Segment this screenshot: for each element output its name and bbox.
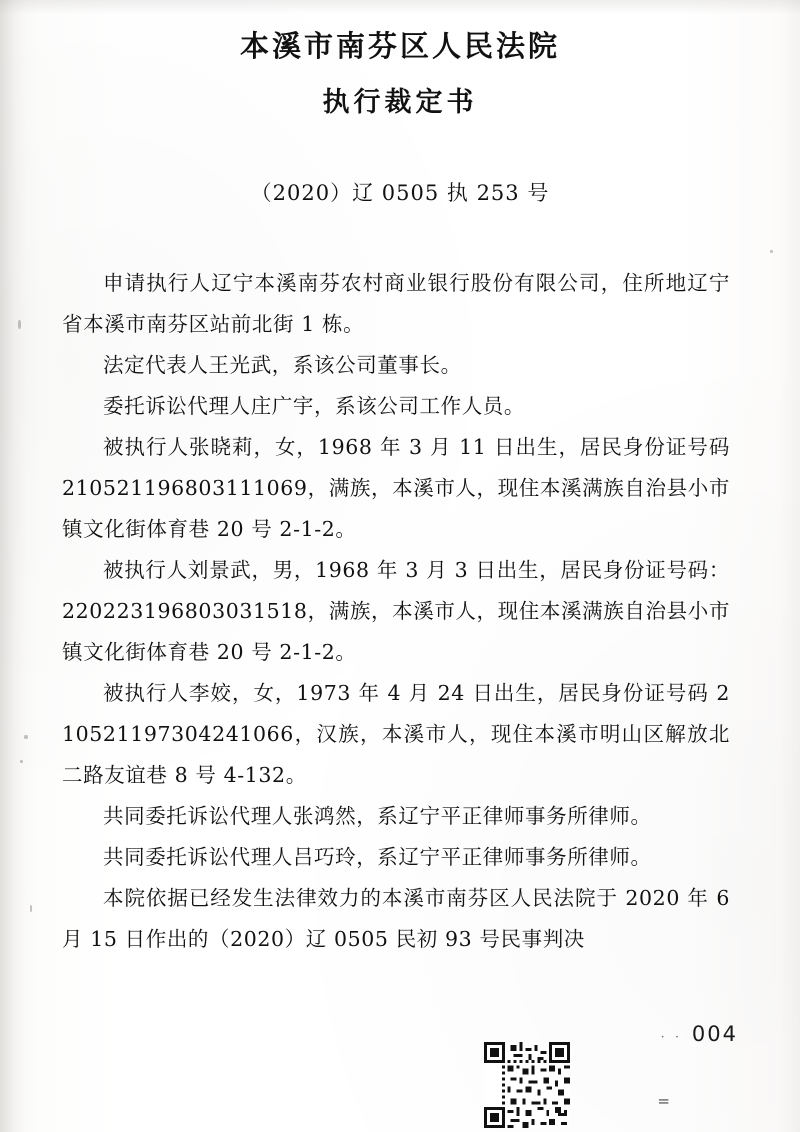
paragraph: 委托诉讼代理人庄广宇，系该公司工作人员。 [103, 394, 525, 419]
paragraph: 被执行人李姣，女，1973 年 4 月 24 日出生，居民身份证号码 210521197304241066，汉族，本溪市人，现住本溪市明山区解放北二路友谊巷 8 号 4-132。 [62, 681, 730, 788]
paragraph: 被执行人刘景武，男，1968 年 3 月 3 日出生，居民身份证号码：220223196803031518，满族，本溪市人，现住本溪满族自治县小市镇文化街体育巷 20 号 2-1-2。 [62, 558, 730, 665]
paragraph: 共同委托诉讼代理人张鸿然，系辽宁平正律师事务所律师。 [103, 804, 652, 829]
document-body [0, 263, 800, 960]
paragraph: 本院依据已经发生法律效力的本溪市南芬区人民法院于 2020 年 6 月 15 日作出的（2020）辽 0505 民初 93 号民事判决 [62, 886, 730, 952]
paragraph: 共同委托诉讼代理人吕巧玲，系辽宁平正律师事务所律师。 [103, 845, 652, 870]
paragraph: 法定代表人王光武，系该公司董事长。 [103, 353, 462, 378]
document-type-title: 执行裁定书 [322, 87, 478, 119]
document-footer [0, 1012, 800, 1132]
case-number: （2020）辽 0505 执 253 号 [250, 181, 550, 206]
paragraph: 被执行人张晓莉，女，1968 年 3 月 11 日出生，居民身份证号码 210521196803111069，满族，本溪市人，现住本溪满族自治县小市镇文化街体育巷 20 号 2-1-2。 [62, 435, 730, 542]
paragraph: 申请执行人辽宁本溪南芬农村商业银行股份有限公司，住所地辽宁省本溪市南芬区站前北街 1 栋。 [62, 271, 730, 337]
qr-code-icon [484, 1042, 570, 1128]
court-name: 本溪市南芬区人民法院 [239, 29, 560, 63]
page-number: 004 [691, 1022, 738, 1046]
smudge-mark: · · [660, 1030, 682, 1045]
equals-mark: = [657, 1092, 670, 1110]
document-title-block [0, 0, 800, 119]
